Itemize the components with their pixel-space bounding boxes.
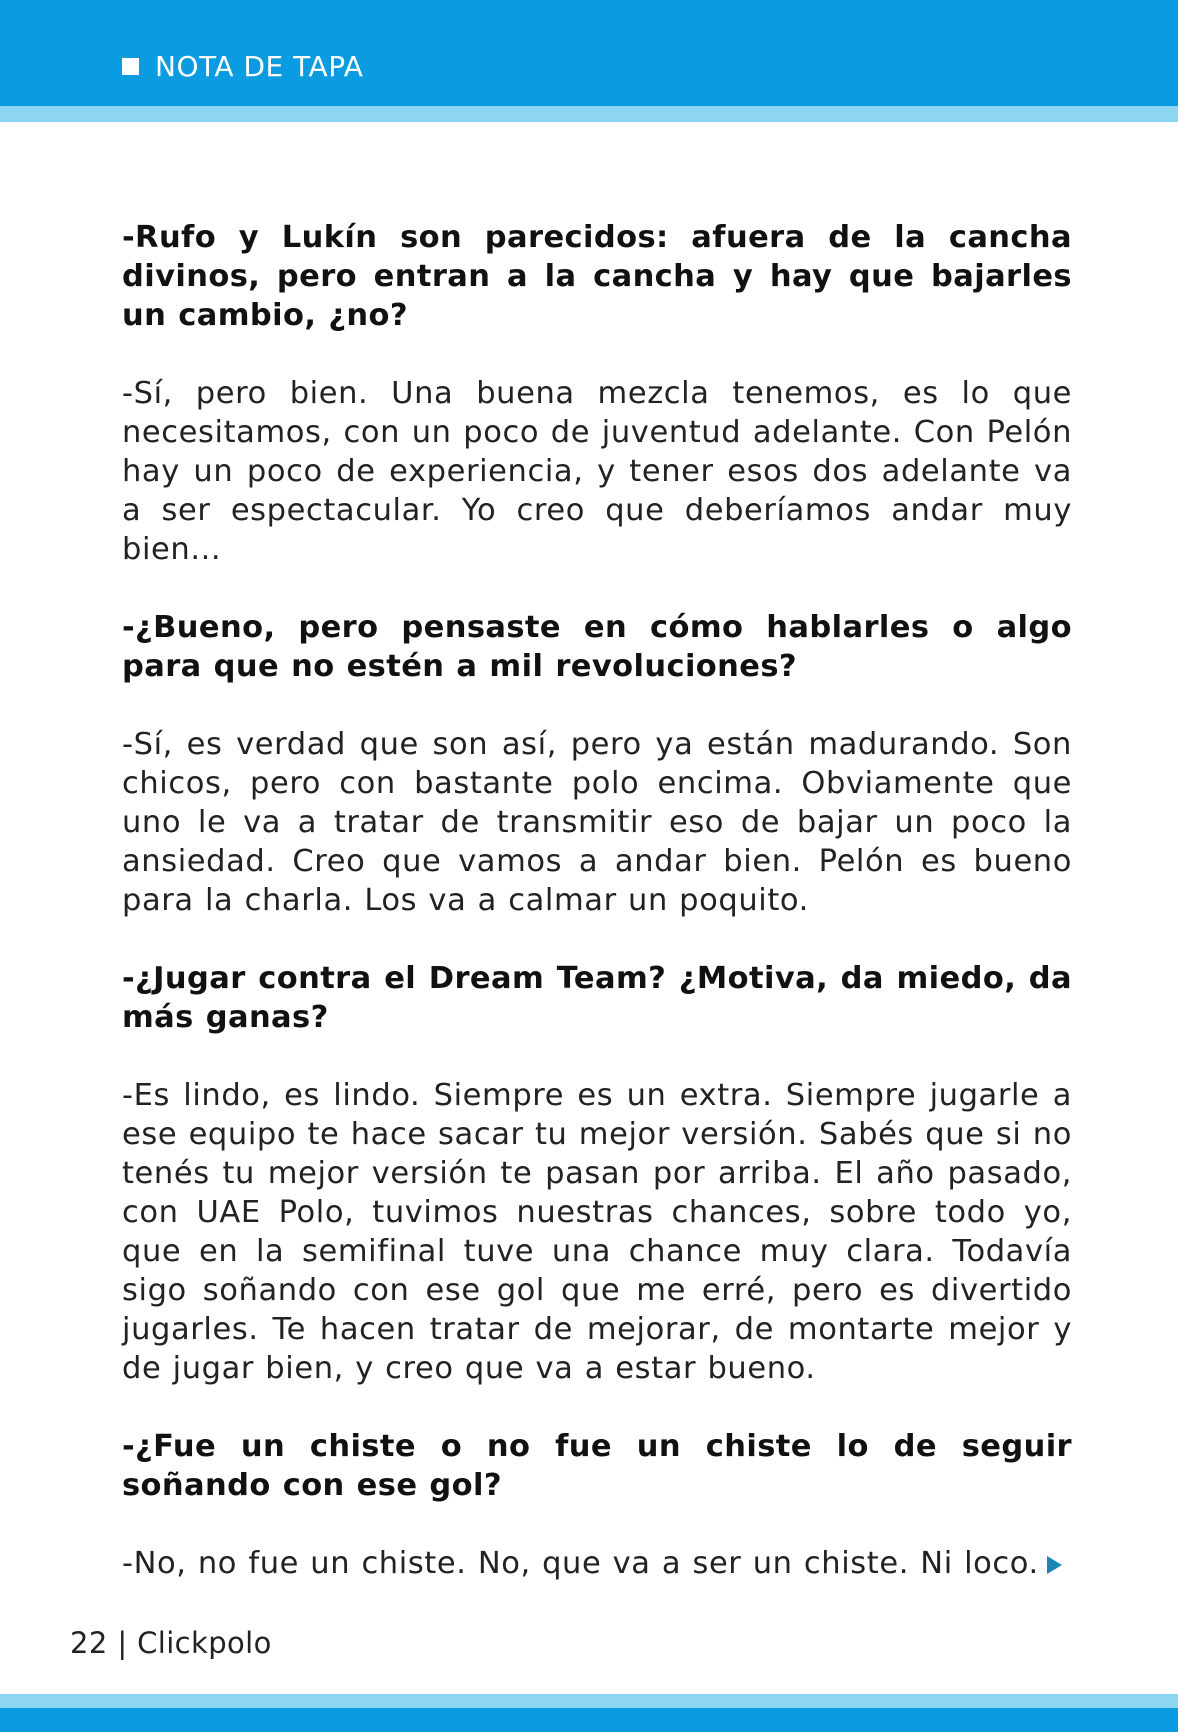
section-label-text: NOTA DE TAPA xyxy=(155,50,364,83)
section-label xyxy=(122,50,363,83)
footer-stripe xyxy=(0,1694,1178,1708)
play-arrow-icon xyxy=(1047,1556,1062,1574)
article-body xyxy=(122,218,1072,1622)
interview-answer-final xyxy=(122,1544,1072,1583)
interview-question: -¿Bueno, pero pensaste en cómo hablarles o algo para que no estén a mil revoluciones? xyxy=(122,610,1072,684)
interview-answer: -Sí, pero bien. Una buena mezcla tenemos, es lo que necesitamos, con un poco de juventud adelante. Con Pelón hay un poco de experiencia, y tener esos dos adelante va a ser espectacular. Yo creo que deberíamos andar muy bien... xyxy=(122,376,1072,567)
interview-question: -¿Jugar contra el Dream Team? ¿Motiva, da miedo, da más ganas? xyxy=(122,961,1072,1035)
header-stripe xyxy=(0,106,1178,122)
interview-answer: -Sí, es verdad que son así, pero ya están madurando. Son chicos, pero con bastante polo encima. Obviamente que uno le va a tratar de transmitir eso de bajar un poco la ansiedad. Creo que vamos a andar bien. Pelón es bueno para la charla. Los va a calmar un poquito. xyxy=(122,727,1072,918)
interview-answer: -Es lindo, es lindo. Siempre es un extra. Siempre jugarle a ese equipo te hace sacar tu mejor versión. Sabés que si no tenés tu mejor versión te pasan por arriba. El año pasado, con UAE Polo, tuvimos nuestras chances, sobre todo yo, que en la semifinal tuve una chance muy clara. Todavía sigo soñando con ese gol que me erré, pero es divertido jugarles. Te hacen tratar de mejorar, de montarte mejor y de jugar bien, y creo que va a estar bueno. xyxy=(122,1078,1072,1386)
interview-question: -Rufo y Lukín son parecidos: afuera de la cancha divinos, pero entran a la cancha y hay que bajarles un cambio, ¿no? xyxy=(122,220,1072,333)
square-bullet-icon xyxy=(122,58,139,75)
interview-question: -¿Fue un chiste o no fue un chiste lo de seguir soñando con ese gol? xyxy=(122,1429,1072,1503)
interview-answer-text: -No, no fue un chiste. No, que va a ser un chiste. Ni loco. xyxy=(122,1546,1039,1581)
page-folio: 22 | Clickpolo xyxy=(70,1626,272,1660)
footer-bar xyxy=(0,1708,1178,1732)
